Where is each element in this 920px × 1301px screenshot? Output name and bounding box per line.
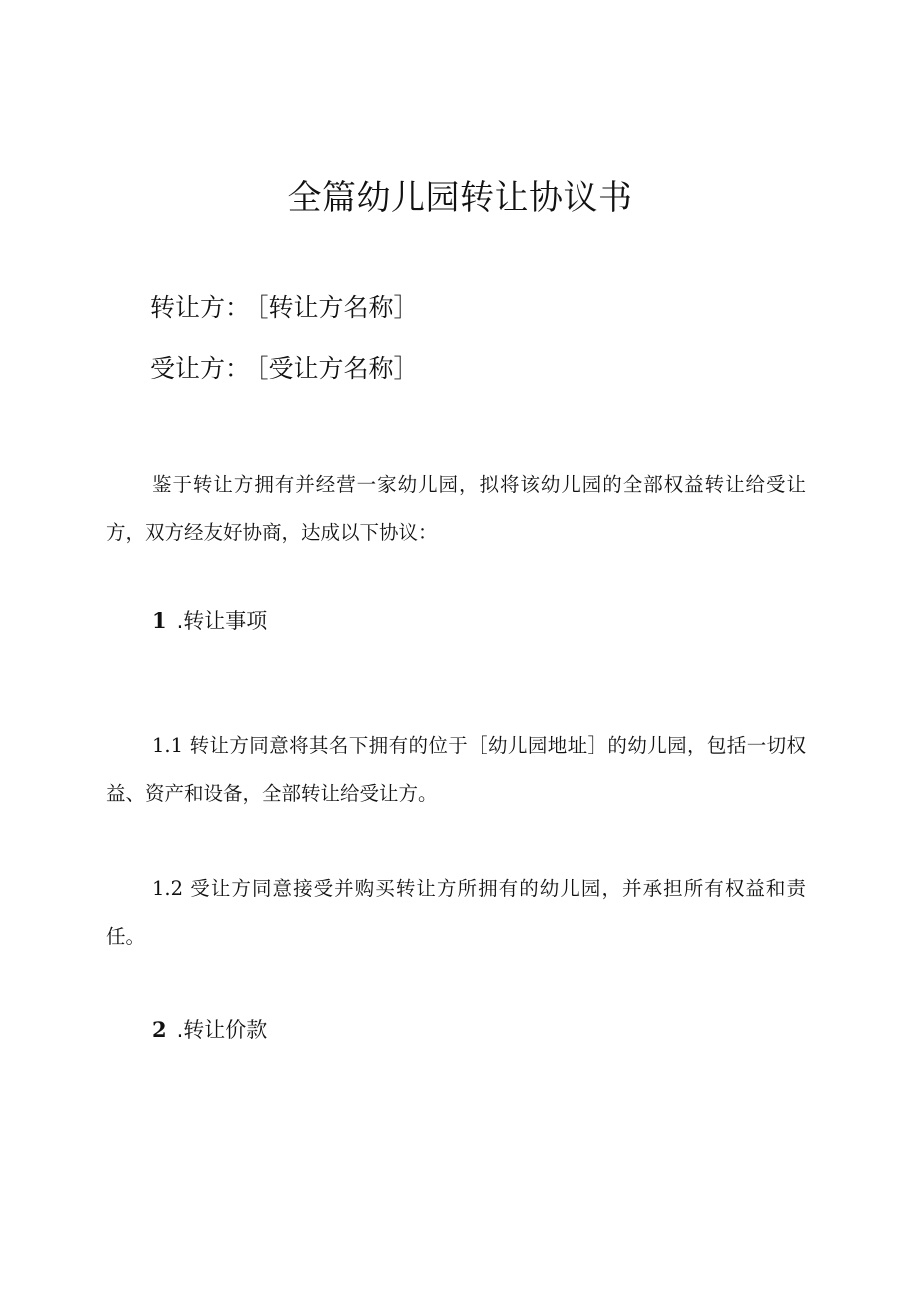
clause-1-1: 1.1 转让方同意将其名下拥有的位于［幼儿园地址］的幼儿园，包括一切权益、资产和设备，全部转让给受让方。 [106, 733, 806, 805]
transferee-value: ［受让方名称］ [256, 354, 419, 383]
section-title: .转让价款 [176, 1018, 268, 1042]
transferor-line [150, 291, 419, 325]
section-heading-1 [152, 606, 267, 636]
transferee-label: 受让方： [150, 354, 251, 383]
intro-paragraph: 鉴于转让方拥有并经营一家幼儿园，拟将该幼儿园的全部权益转让给受让方，双方经友好协商，达成以下协议： [106, 472, 806, 544]
transferee-line [150, 352, 419, 386]
section-heading-2 [152, 1015, 267, 1045]
section-title: .转让事项 [176, 609, 268, 633]
section-number: 1 [152, 608, 167, 633]
clause-1-2: 1.2 受让方同意接受并购买转让方所拥有的幼儿园，并承担所有权益和责任。 [106, 876, 806, 948]
transferor-label: 转让方： [150, 293, 251, 322]
section-number: 2 [152, 1017, 167, 1042]
document-title: 全篇幼儿园转让协议书 [287, 178, 633, 218]
transferor-value: ［转让方名称］ [256, 293, 419, 322]
